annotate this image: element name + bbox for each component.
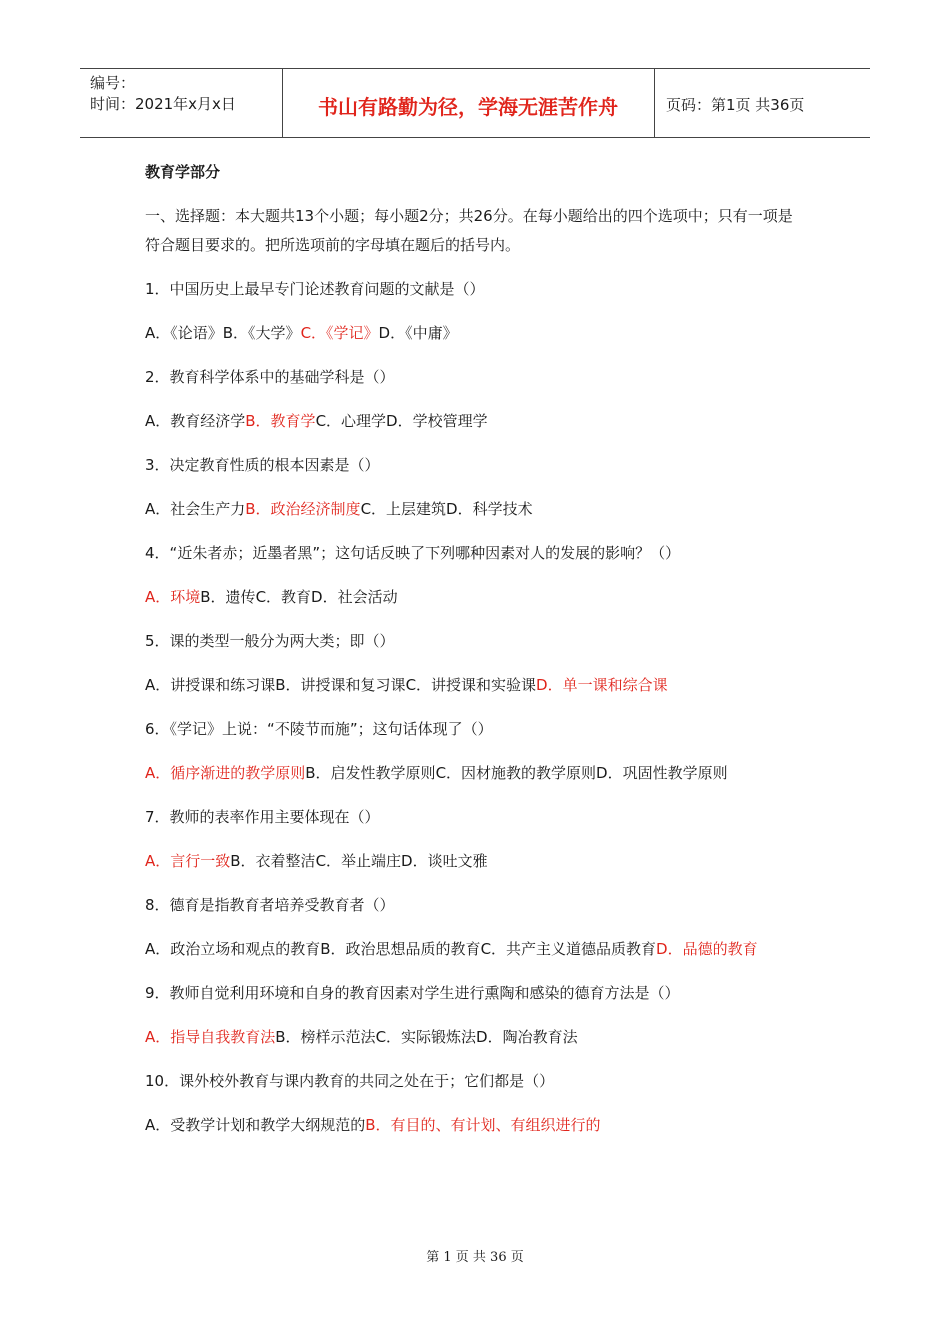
option: D．《中庸》 — [378, 324, 458, 342]
option: C．实际锻炼法 — [375, 1028, 477, 1046]
correct-option: C．《学记》 — [300, 324, 379, 342]
option: B．启发性教学原则 — [305, 764, 436, 782]
option: A．《论语》 — [145, 324, 223, 342]
question-list — [145, 275, 805, 1140]
document-body — [145, 158, 805, 1155]
header-motto: 书山有路勤为径，学海无涯苦作舟 — [318, 95, 618, 119]
document-number-label: 编号： — [90, 74, 136, 92]
instructions-paragraph: 一、选择题：本大题共13个小题；每小题2分；共26分。在每小题给出的四个选项中；只有一项是符合题目要求的。把所选项前的字母填在题后的括号内。 — [145, 207, 793, 254]
question-text: 3．决定教育性质的根本因素是（） — [145, 456, 380, 474]
question-text: 4．“近朱者赤；近墨者黑”；这句话反映了下列哪种因素对人的发展的影响？（） — [145, 544, 681, 562]
correct-option: A．循序渐进的教学原则 — [145, 764, 306, 782]
question-text: 9．教师自觉利用环境和自身的教育因素对学生进行熏陶和感染的德育方法是（） — [145, 984, 680, 1002]
option: B．政治思想品质的教育 — [320, 940, 481, 958]
header-page-number: 页码：第1页 共36页 — [666, 96, 805, 114]
question-text: 8．德育是指教育者培养受教育者（） — [145, 896, 395, 914]
option: D．学校管理学 — [386, 412, 488, 430]
option: C．因材施教的教学原则 — [435, 764, 597, 782]
answer-options — [145, 407, 805, 436]
answer-options — [145, 583, 805, 612]
option: D．陶冶教育法 — [476, 1028, 578, 1046]
page-header — [80, 68, 870, 138]
option: A．政治立场和观点的教育 — [145, 940, 321, 958]
option: A．教育经济学 — [145, 412, 246, 430]
header-meta — [90, 73, 236, 115]
answer-options — [145, 319, 805, 348]
answer-options — [145, 759, 805, 788]
correct-option: B．政治经济制度 — [245, 500, 361, 518]
question-text: 7．教师的表率作用主要体现在（） — [145, 808, 380, 826]
question-text: 6．《学记》上说：“不陵节而施”；这句话体现了（） — [145, 720, 493, 738]
answer-options — [145, 935, 805, 964]
correct-option: B．教育学 — [245, 412, 316, 430]
header-divider — [654, 69, 655, 137]
question-text: 5．课的类型一般分为两大类；即（） — [145, 632, 395, 650]
option: B．讲授课和复习课 — [275, 676, 406, 694]
question-text: 10．课外校外教育与课内教育的共同之处在于；它们都是（） — [145, 1072, 555, 1090]
option: A．受教学计划和教学大纲规范的 — [145, 1116, 366, 1134]
correct-option: D．品德的教育 — [656, 940, 758, 958]
option: A．社会生产力 — [145, 500, 246, 518]
option: C．共产主义道德品质教育 — [480, 940, 657, 958]
question-text: 2．教育科学体系中的基础学科是（） — [145, 368, 395, 386]
section-title: 教育学部分 — [145, 163, 221, 181]
option: C．教育 — [255, 588, 312, 606]
answer-options — [145, 671, 805, 700]
option: D．巩固性教学原则 — [596, 764, 728, 782]
option: C．举止端庄 — [315, 852, 402, 870]
correct-option: A．言行一致 — [145, 852, 231, 870]
option: C．心理学 — [315, 412, 387, 430]
option: B．《大学》 — [222, 324, 301, 342]
answer-options — [145, 1111, 805, 1140]
document-date-label: 时间：2021年x月x日 — [90, 95, 236, 113]
correct-option: A．指导自我教育法 — [145, 1028, 276, 1046]
page-footer: 第 1 页 共 36 页 — [426, 1250, 524, 1265]
answer-options — [145, 847, 805, 876]
question-text: 1．中国历史上最早专门论述教育问题的文献是（） — [145, 280, 485, 298]
correct-option: A．环境 — [145, 588, 201, 606]
option: B．榜样示范法 — [275, 1028, 376, 1046]
option: C．上层建筑 — [360, 500, 447, 518]
option: D．科学技术 — [446, 500, 533, 518]
correct-option: D．单一课和综合课 — [536, 676, 668, 694]
option: B．衣着整洁 — [230, 852, 316, 870]
option: A．讲授课和练习课 — [145, 676, 276, 694]
answer-options — [145, 1023, 805, 1052]
option: B．遗传 — [200, 588, 256, 606]
correct-option: B．有目的、有计划、有组织进行的 — [365, 1116, 601, 1134]
option: D．谈吐文雅 — [401, 852, 488, 870]
option: D．社会活动 — [311, 588, 398, 606]
answer-options — [145, 495, 805, 524]
option: C．讲授课和实验课 — [405, 676, 537, 694]
